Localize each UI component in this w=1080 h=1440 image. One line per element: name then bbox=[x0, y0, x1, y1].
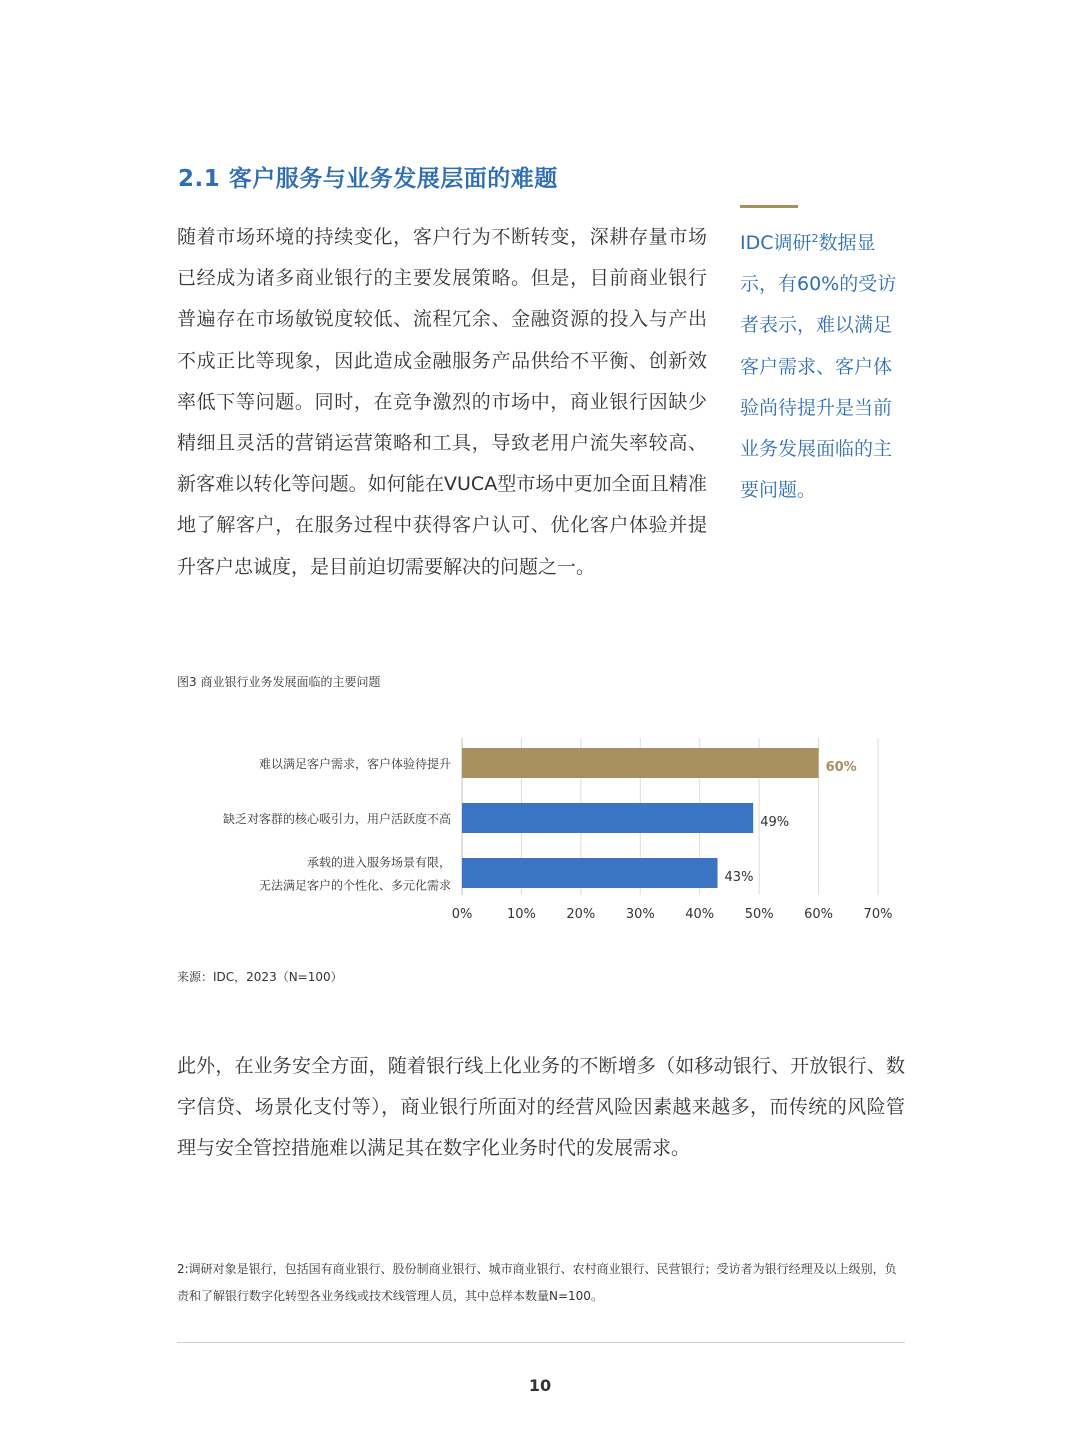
category-label: 无法满足客户的个性化、多元化需求 bbox=[258, 878, 451, 893]
page-number: 10 bbox=[528, 1376, 552, 1395]
bar bbox=[462, 803, 753, 833]
callout-text: 数据显示，有60%的受访者表示，难以满足客户需求、客户体验尚待提升是当前业务发展面临的主要问题。 bbox=[740, 232, 897, 502]
category-label: 难以满足客户需求，客户体验待提升 bbox=[258, 757, 451, 771]
category-label: 承载的进入服务场景有限， bbox=[306, 855, 451, 870]
bar bbox=[462, 748, 819, 778]
x-tick-label: 70% bbox=[863, 907, 893, 922]
footer-divider bbox=[177, 1342, 905, 1343]
figure-title: 图3 商业银行业务发展面临的主要问题 bbox=[177, 675, 381, 689]
x-tick-label: 30% bbox=[625, 907, 655, 922]
category-label: 缺乏对客群的核心吸引力，用户活跃度不高 bbox=[222, 812, 451, 826]
x-tick-label: 60% bbox=[804, 907, 834, 922]
x-tick-label: 50% bbox=[744, 907, 774, 922]
bar-value-label: 43% bbox=[724, 870, 754, 885]
x-tick-label: 40% bbox=[685, 907, 715, 922]
bar bbox=[462, 858, 718, 888]
footnote: 2:调研对象是银行，包括国有商业银行、股份制商业银行、城市商业银行、农村商业银行、民营银行；受访者为银行经理及以上级别，负责和了解银行数字化转型各业务线或技术线管理人员，其中总样本数量N=100。 bbox=[177, 1262, 897, 1303]
figure-source: 来源：IDC，2023（N=100） bbox=[177, 970, 343, 984]
bar-value-label: 60% bbox=[825, 760, 857, 775]
callout-box bbox=[740, 218, 910, 511]
x-tick-label: 0% bbox=[451, 907, 473, 922]
body-paragraph-2: 此外，在业务安全方面，随着银行线上化业务的不断增多（如移动银行、开放银行、数字信贷、场景化支付等），商业银行所面对的经营风险因素越来越多，而传统的风险管理与安全管控措施难以满足其在数字化业务时代的发展需求。 bbox=[177, 1055, 905, 1160]
x-tick-label: 10% bbox=[506, 907, 536, 922]
section-title: 2.1 客户服务与业务发展层面的难题 bbox=[178, 166, 558, 192]
body-paragraph-1: 随着市场环境的持续变化，客户行为不断转变，深耕存量市场已经成为诸多商业银行的主要发展策略。但是，目前商业银行普遍存在市场敏锐度较低、流程冗余、金融资源的投入与产出不成正比等现象，因此造成金融服务产品供给不平衡、创新效率低下等问题。同时，在竞争激烈的市场中，商业银行因缺少精细且灵活的营销运营策略和工具，导致老用户流失率较高、新客难以转化等问题。如何能在VUCA型市场中更加全面且精准地了解客户，在服务过程中获得客户认可、优化客户体验并提升客户忠诚度，是目前迫切需要解决的问题之一。 bbox=[177, 226, 707, 578]
x-tick-label: 20% bbox=[566, 907, 596, 922]
bar-value-label: 49% bbox=[760, 815, 790, 830]
callout-divider bbox=[740, 205, 798, 208]
callout-footnote-mark: 2 bbox=[811, 232, 819, 245]
callout-prefix: IDC调研 bbox=[740, 232, 812, 254]
